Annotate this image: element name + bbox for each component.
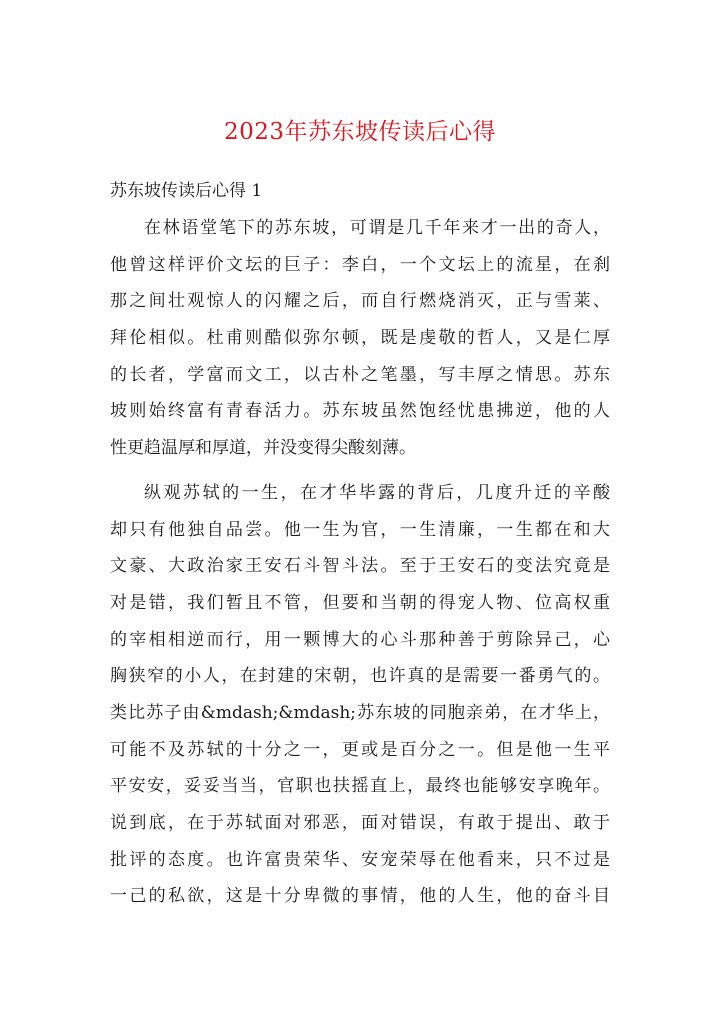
text-line: 说到底，在于苏轼面对邪恶，面对错误，有敢于提出、敢于 <box>110 813 610 833</box>
text-line: 胸狭窄的小人，在封建的宋朝，也许真的是需要一番勇气的。 <box>110 666 610 687</box>
text-line: 那之间壮观惊人的闪耀之后，而自行燃烧消灭，正与雪莱、 <box>110 291 610 312</box>
text-line: 批评的态度。也许富贵荣华、安宠荣辱在他看来，只不过是 <box>110 849 610 870</box>
paragraph-1 <box>110 210 610 467</box>
text-line: 坡则始终富有青春活力。苏东坡虽然饱经忧患拂逆，他的人 <box>110 401 610 422</box>
section-heading: 苏东坡传读后心得 1 <box>110 181 263 201</box>
text-line: 平安安，妥妥当当，官职也扶摇直上，最终也能够安享晚年。 <box>110 776 610 797</box>
text-line: 却只有他独自品尝。他一生为官，一生清廉，一生都在和大 <box>110 519 610 540</box>
document-title: 2023年苏东坡传读后心得 <box>223 119 497 145</box>
paragraph-gap <box>110 467 610 475</box>
text-line: 性更趋温厚和厚道，并没变得尖酸刻薄。 <box>110 438 416 459</box>
text-line: 他曾这样评价文坛的巨子：李白，一个文坛上的流星，在刹 <box>110 254 610 275</box>
text-line: 在林语堂笔下的苏东坡，可谓是几千年来才一出的奇人， <box>144 218 610 238</box>
text-line: 可能不及苏轼的十分之一，更或是百分之一。但是他一生平 <box>110 739 610 760</box>
text-line: 文豪、大政治家王安石斗智斗法。至于王安石的变法究竟是 <box>110 556 610 577</box>
text-line: 的长者，学富而文工，以古朴之笔墨，写丰厚之情思。苏东 <box>110 364 610 385</box>
text-line: 类比苏子由&mdash;&mdash;苏东坡的同胞亲弟，在才华上， <box>110 702 610 723</box>
text-line: 纵观苏轼的一生，在才华毕露的背后，几度升迁的辛酸 <box>144 482 610 503</box>
paragraph-2 <box>110 475 610 915</box>
text-line: 的宰相相逆而行，用一颗博大的心斗那种善于剪除异己，心 <box>110 629 610 650</box>
text-line: 对是错，我们暂且不管，但要和当朝的得宠人物、位高权重 <box>110 592 610 613</box>
text-line: 一己的私欲，这是十分卑微的事情，他的人生，他的奋斗目 <box>110 886 610 907</box>
document-body <box>110 210 610 915</box>
text-line: 拜伦相似。杜甫则酷似弥尔顿，既是虔敬的哲人，又是仁厚 <box>110 328 610 349</box>
